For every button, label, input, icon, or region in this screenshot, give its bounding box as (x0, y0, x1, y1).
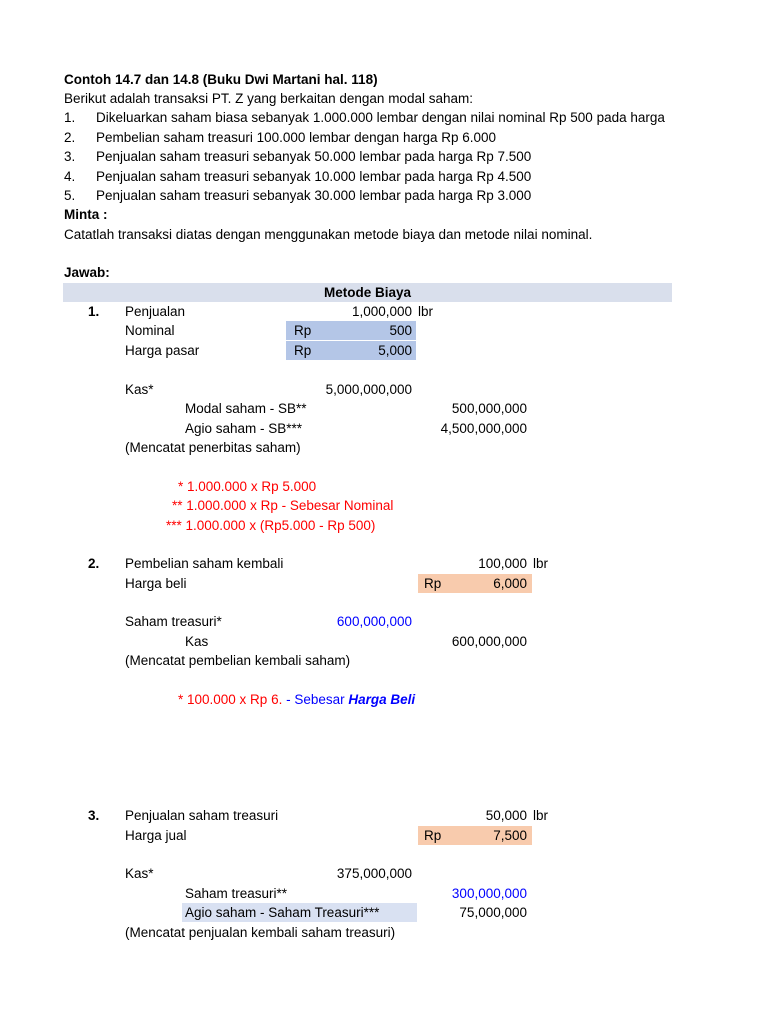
calc-note: ** 1.000.000 x Rp - Sebesar Nominal (172, 498, 394, 513)
journal-credit: 500,000,000 (451, 401, 527, 416)
item-number: 5. (64, 188, 76, 203)
transaction-number: 3. (88, 808, 100, 823)
journal-credit: 600,000,000 (451, 634, 527, 649)
t1-quantity: 1,000,000 (351, 304, 412, 319)
item-text: Pembelian saham treasuri 100.000 lembar dengan harga Rp 6.000 (96, 130, 497, 145)
journal-account: Kas (185, 634, 209, 649)
journal-account: Saham treasuri* (125, 614, 222, 629)
journal-debit: 375,000,000 (336, 866, 412, 881)
journal-account: Saham treasuri** (185, 886, 288, 901)
journal-debit: 5,000,000,000 (325, 382, 412, 397)
transaction-number: 1. (88, 304, 100, 319)
nominal-currency: Rp (294, 323, 312, 338)
t1-label: Penjualan (125, 304, 186, 319)
calc-note-formula: * 100.000 x Rp 6. (178, 692, 283, 707)
document-title: Contoh 14.7 dan 14.8 (Buku Dwi Martani hal. 118) (64, 72, 378, 87)
item-text: Dikeluarkan saham biasa sebanyak 1.000.000 lembar dengan nilai nominal Rp 500 pada harga (96, 110, 665, 125)
harga-pasar-value: 5,000 (378, 343, 412, 358)
minta-text: Catatlah transaksi diatas dengan menggunakan metode biaya dan metode nilai nominal. (64, 227, 593, 242)
journal-debit: 600,000,000 (336, 614, 412, 629)
journal-account: Kas* (125, 866, 154, 881)
journal-account: Modal saham - SB** (185, 401, 307, 416)
calc-note-emphasis: Harga Beli (348, 692, 416, 707)
calc-note (178, 690, 415, 709)
t1-unit: lbr (418, 304, 434, 319)
item-number: 3. (64, 149, 76, 164)
journal-memo: (Mencatat penjualan kembali saham treasuri) (125, 925, 396, 940)
item-number: 2. (64, 130, 76, 145)
item-text: Penjualan saham treasuri sebanyak 30.000 lembar pada harga Rp 3.000 (96, 188, 532, 203)
harga-jual-label: Harga jual (125, 828, 187, 843)
calc-note-basis: - Sebesar (282, 692, 349, 707)
journal-memo: (Mencatat pembelian kembali saham) (125, 653, 351, 668)
t2-quantity: 100,000 (478, 556, 527, 571)
t3-label: Penjualan saham treasuri (125, 808, 279, 823)
item-number: 1. (64, 110, 76, 125)
t3-unit: lbr (533, 808, 549, 823)
t2-label: Pembelian saham kembali (125, 556, 284, 571)
section-title: Metode Biaya (323, 285, 412, 300)
journal-account: Agio saham - Saham Treasuri*** (185, 905, 380, 920)
harga-jual-value: 7,500 (493, 828, 527, 843)
harga-beli-value: 6,000 (493, 576, 527, 591)
journal-credit: 4,500,000,000 (440, 421, 527, 436)
minta-label: Minta : (64, 207, 108, 222)
journal-memo: (Mencatat penerbitas saham) (125, 440, 301, 455)
calc-note: *** 1.000.000 x (Rp5.000 - Rp 500) (166, 518, 376, 533)
journal-account: Kas* (125, 382, 154, 397)
harga-beli-currency: Rp (424, 576, 442, 591)
nominal-value: 500 (389, 323, 412, 338)
nominal-label: Nominal (125, 323, 175, 338)
harga-beli-label: Harga beli (125, 576, 187, 591)
t3-quantity: 50,000 (485, 808, 527, 823)
jawab-label: Jawab: (64, 265, 110, 280)
journal-credit: 300,000,000 (451, 886, 527, 901)
journal-account: Agio saham - SB*** (185, 421, 303, 436)
t2-unit: lbr (533, 556, 549, 571)
harga-pasar-label: Harga pasar (125, 343, 200, 358)
item-text: Penjualan saham treasuri sebanyak 10.000 lembar pada harga Rp 4.500 (96, 169, 532, 184)
item-number: 4. (64, 169, 76, 184)
intro-text: Berikut adalah transaksi PT. Z yang berkaitan dengan modal saham: (64, 91, 473, 106)
item-text: Penjualan saham treasuri sebanyak 50.000 lembar pada harga Rp 7.500 (96, 149, 532, 164)
harga-pasar-currency: Rp (294, 343, 312, 358)
transaction-number: 2. (88, 556, 100, 571)
journal-credit: 75,000,000 (459, 905, 527, 920)
calc-note: * 1.000.000 x Rp 5.000 (178, 479, 317, 494)
harga-jual-currency: Rp (424, 828, 442, 843)
